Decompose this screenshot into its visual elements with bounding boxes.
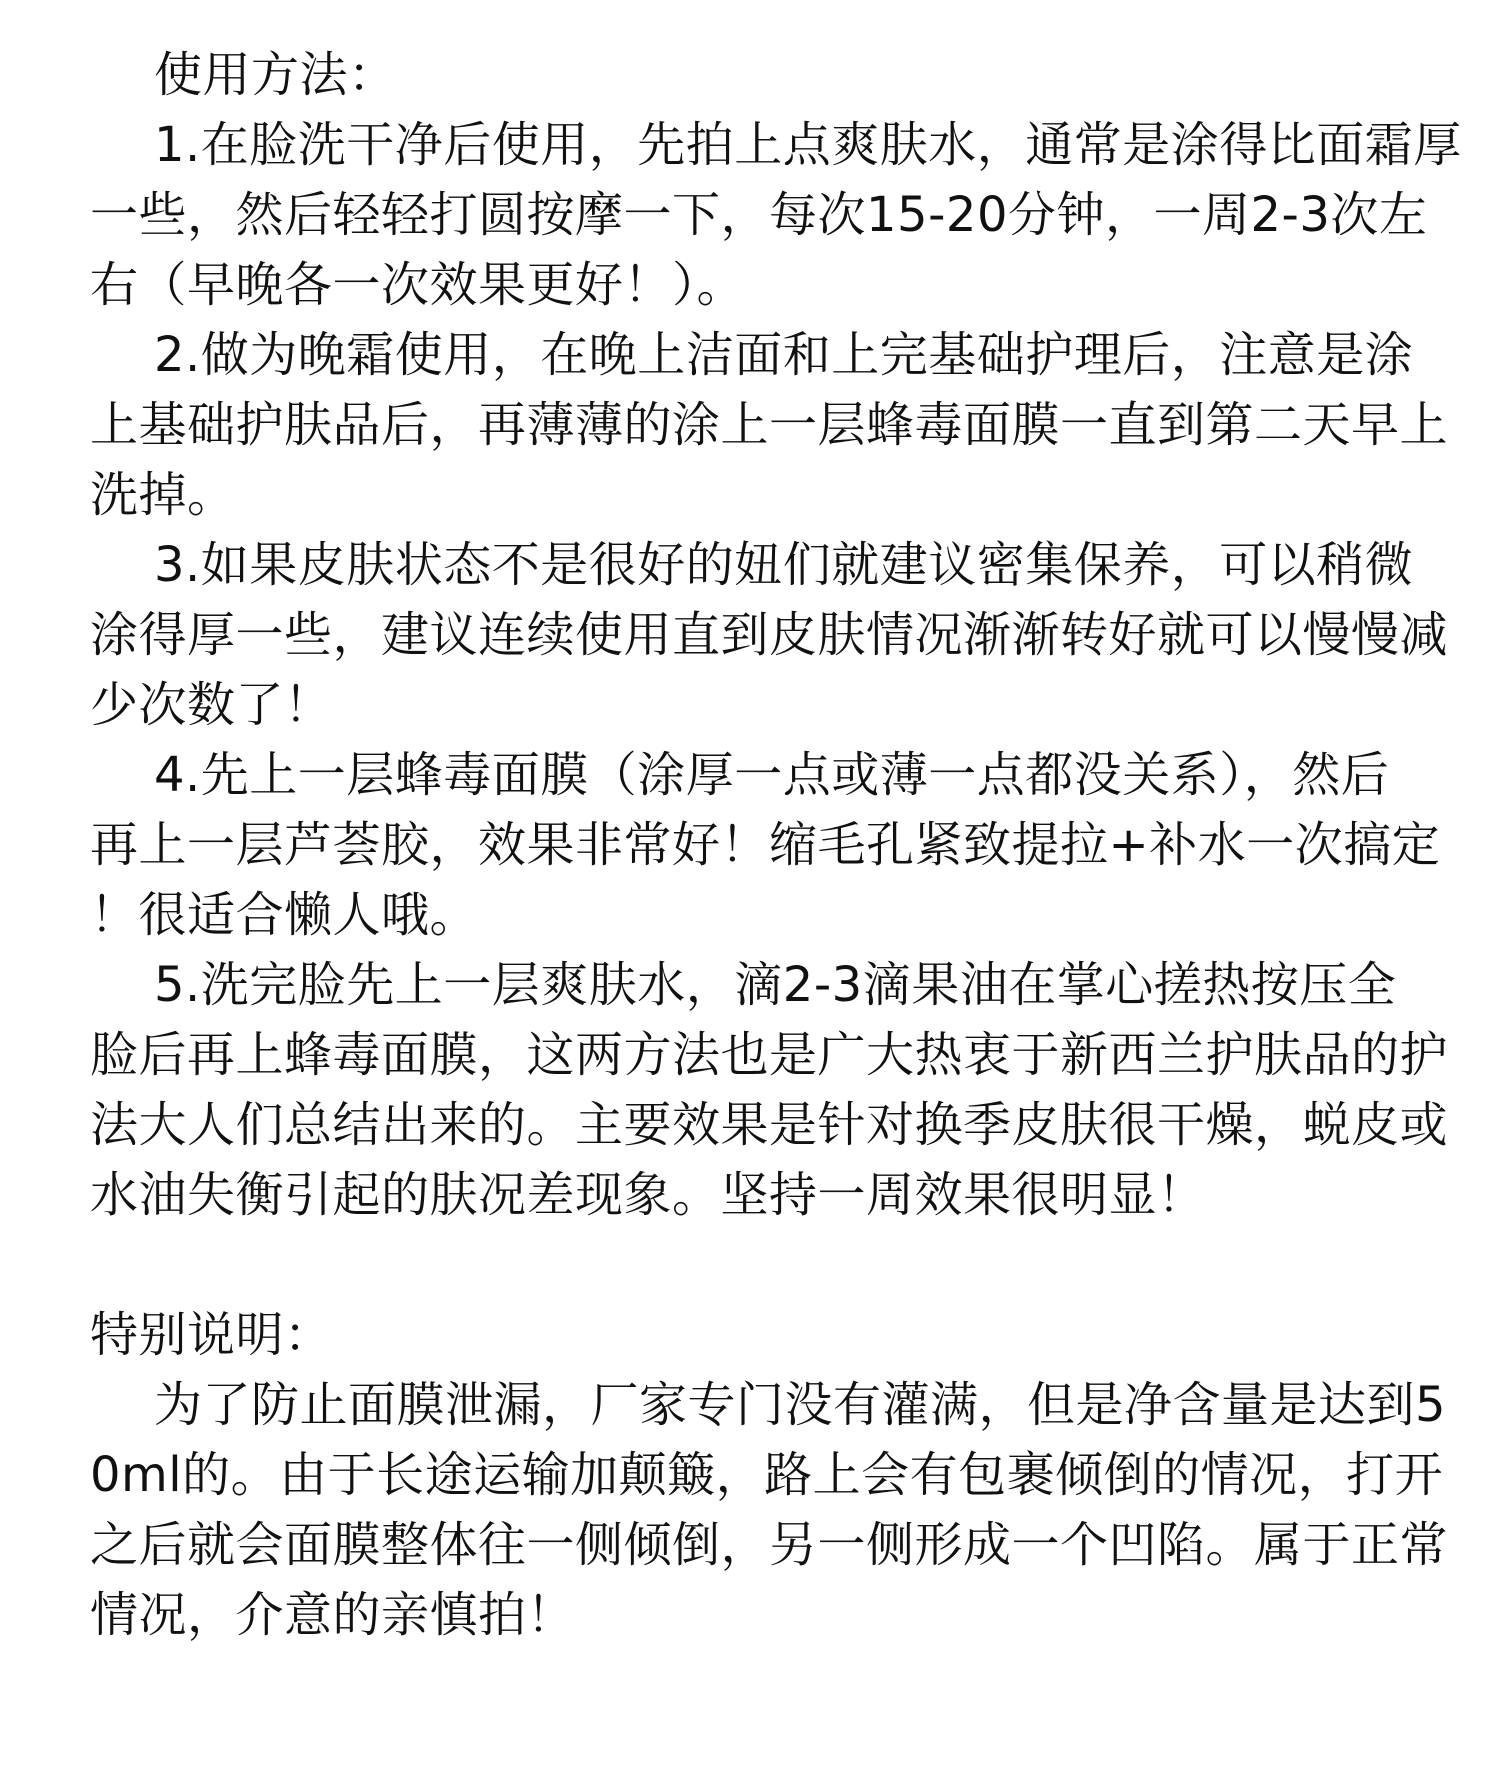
usage-step-2-line-1: 2.做为晚霜使用，在晚上洁面和上完基础护理后，注意是涂 [154,327,1414,383]
usage-step-2-line-2: 上基础护肤品后，再薄薄的涂上一层蜂毒面膜一直到第二天早上 [90,397,1449,453]
usage-step-5-line-3: 法大人们总结出来的。主要效果是针对换季皮肤很干燥，蜕皮或 [90,1097,1449,1153]
notes-line-4: 情况，介意的亲慎拍！ [90,1587,576,1643]
usage-step-1-line-2: 一些，然后轻轻打圆按摩一下，每次15-20分钟，一周2-3次左 [90,187,1428,243]
usage-step-1-line-3: 右（早晚各一次效果更好！）。 [90,257,746,313]
usage-heading: 使用方法： [154,47,397,103]
usage-step-1-line-1: 1.在脸洗干净后使用，先拍上点爽肤水，通常是涂得比面霜厚 [154,117,1462,173]
notes-line-1: 为了防止面膜泄漏，厂家专门没有灌满，但是净含量是达到5 [154,1377,1447,1433]
notes-line-3: 之后就会面膜整体往一侧倾倒，另一侧形成一个凹陷。属于正常 [90,1517,1449,1573]
section-spacer [90,1230,1420,1300]
usage-step-5-line-4: 水油失衡引起的肤况差现象。坚持一周效果很明显！ [90,1167,1206,1223]
usage-step-2-line-3: 洗掉。 [90,467,236,523]
usage-step-3-line-3: 少次数了！ [90,677,333,733]
notes-line-2: 0ml的。由于长途运输加颠簸，路上会有包裹倾倒的情况，打开 [90,1447,1444,1503]
notes-heading: 特别说明： [90,1307,333,1363]
usage-step-3-line-2: 涂得厚一些，建议连续使用直到皮肤情况渐渐转好就可以慢慢减 [90,607,1449,663]
document-page [90,40,1462,1650]
usage-step-3-line-1: 3.如果皮肤状态不是很好的妞们就建议密集保养，可以稍微 [154,537,1414,593]
usage-step-5-line-2: 脸后再上蜂毒面膜，这两方法也是广大热衷于新西兰护肤品的护 [90,1027,1449,1083]
usage-step-4-line-2: 再上一层芦荟胶，效果非常好！缩毛孔紧致提拉+补水一次搞定 [90,817,1441,873]
usage-step-5-line-1: 5.洗完脸先上一层爽肤水，滴2-3滴果油在掌心搓热按压全 [154,957,1397,1013]
usage-step-4-line-1: 4.先上一层蜂毒面膜（涂厚一点或薄一点都没关系），然后 [154,747,1390,803]
usage-step-4-line-3: ！很适合懒人哦。 [90,887,479,943]
